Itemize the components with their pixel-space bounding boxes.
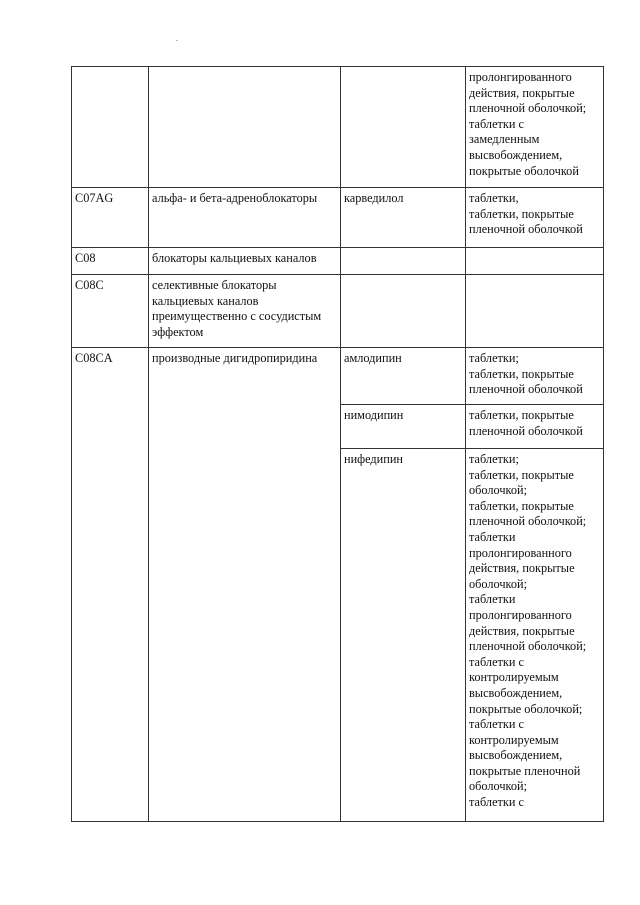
drug-name-cell: нифедипин bbox=[341, 449, 466, 822]
dosage-form-cell: таблетки; таблетки, покрытые пленочной оболочкой bbox=[466, 348, 604, 405]
table-row bbox=[72, 348, 604, 405]
atc-code-cell bbox=[72, 67, 149, 188]
drug-name-cell bbox=[341, 248, 466, 275]
drug-classification-table bbox=[71, 66, 604, 822]
drug-name-cell: карведилол bbox=[341, 188, 466, 248]
atc-code-cell: C08C bbox=[72, 275, 149, 348]
drug-name-cell bbox=[341, 67, 466, 188]
group-name-cell bbox=[149, 67, 341, 188]
drug-name-cell bbox=[341, 275, 466, 348]
group-name-cell: производные дигидропиридина bbox=[149, 348, 341, 822]
atc-code-cell: C08CA bbox=[72, 348, 149, 822]
dosage-form-cell: таблетки, таблетки, покрытые пленочной оболочкой bbox=[466, 188, 604, 248]
group-name-cell: блокаторы кальциевых каналов bbox=[149, 248, 341, 275]
scan-artifact bbox=[176, 40, 178, 41]
drug-name-cell: амлодипин bbox=[341, 348, 466, 405]
dosage-form-cell: таблетки; таблетки, покрытые оболочкой; таблетки, покрытые пленочной оболочкой; таблетки пролонгированного действия, покрытые оболочкой; таблетки пролонгированного действия, покрытые пленочной оболочкой; таблетки с контролируемым высвобождением, покрытые оболочкой; таблетки с контролируемым высвобождением, покрытые пленочной оболочкой; таблетки с bbox=[466, 449, 604, 822]
dosage-form-cell: пролонгированного действия, покрытые пленочной оболочкой; таблетки с замедленным высвобождением, покрытые оболочкой bbox=[466, 67, 604, 188]
dosage-form-cell bbox=[466, 275, 604, 348]
atc-code-cell: C08 bbox=[72, 248, 149, 275]
group-name-cell: селективные блокаторы кальциевых каналов преимущественно с сосудистым эффектом bbox=[149, 275, 341, 348]
group-name-cell: альфа- и бета-адреноблокаторы bbox=[149, 188, 341, 248]
dosage-form-cell bbox=[466, 248, 604, 275]
table-row bbox=[72, 188, 604, 248]
atc-code-cell: C07AG bbox=[72, 188, 149, 248]
table-row bbox=[72, 248, 604, 275]
table-row bbox=[72, 275, 604, 348]
table-row bbox=[72, 67, 604, 188]
dosage-form-cell: таблетки, покрытые пленочной оболочкой bbox=[466, 405, 604, 449]
drug-name-cell: нимодипин bbox=[341, 405, 466, 449]
